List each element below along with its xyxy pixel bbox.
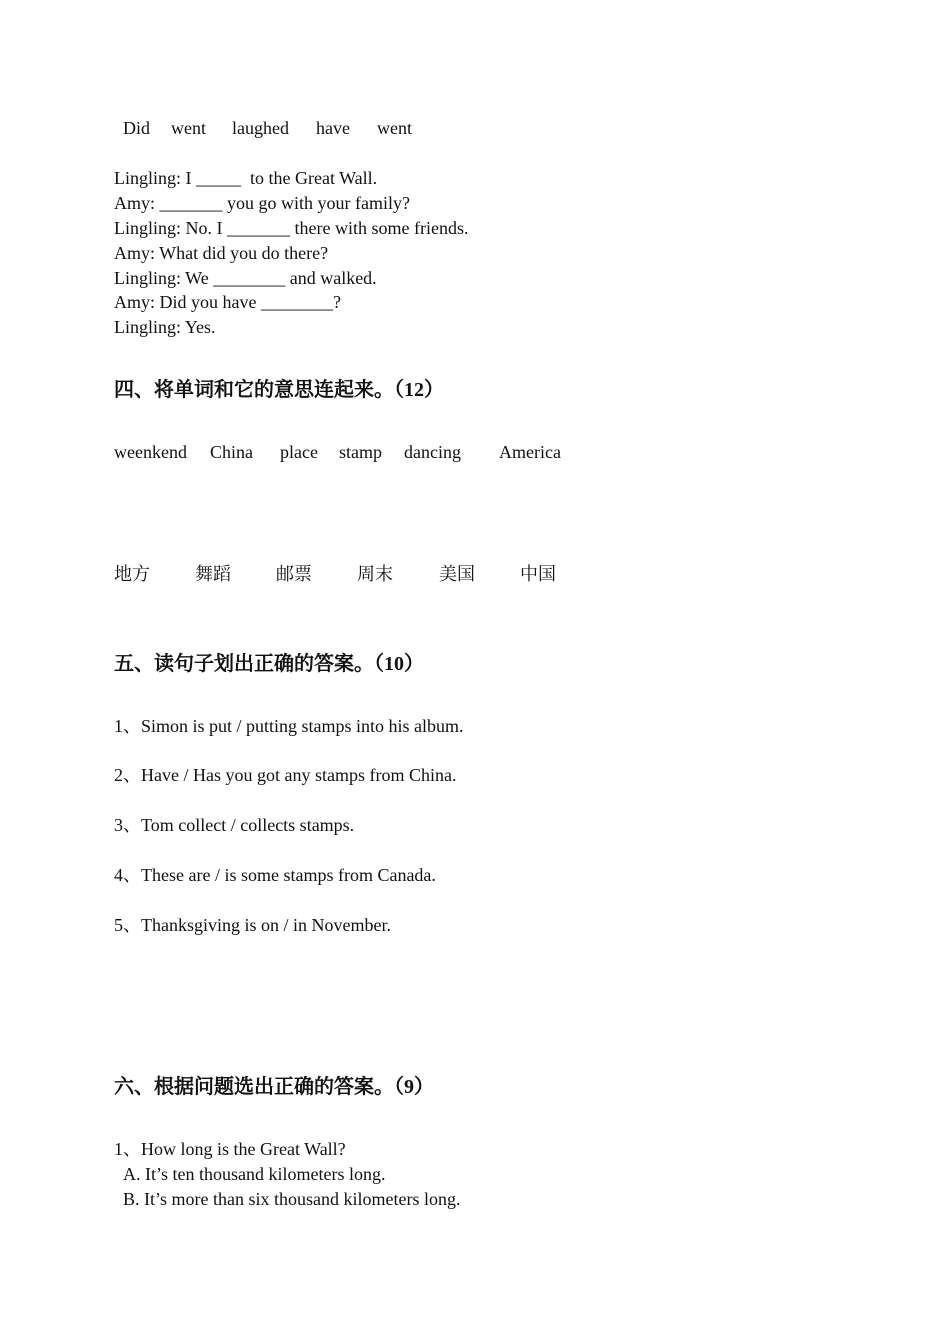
dialogue-line: Lingling: No. I _______ there with some friends.: [114, 218, 469, 238]
dialogue-line: Lingling: Yes.: [114, 317, 216, 337]
sentence-item: 1、Simon is put / putting stamps into his album.: [114, 716, 464, 736]
word-bank-item: went: [171, 118, 206, 138]
dialogue-line: Amy: _______ you go with your family?: [114, 193, 410, 213]
sentence-item: 3、Tom collect / collects stamps.: [114, 815, 355, 835]
english-word: place: [280, 442, 318, 462]
chinese-word: 中国: [520, 564, 556, 585]
section-6-title: 六、根据问题选出正确的答案。: [114, 1074, 394, 1098]
english-word: China: [210, 442, 253, 462]
word-bank-item: went: [377, 118, 412, 138]
word-bank-item: have: [316, 118, 350, 138]
dialogue-line: Amy: Did you have ________?: [114, 292, 341, 312]
english-word: stamp: [339, 442, 382, 462]
section-4-heading: [114, 379, 444, 400]
chinese-word: 舞蹈: [195, 564, 231, 585]
dialogue-line: Amy: What did you do there?: [114, 243, 329, 263]
question-text: 1、How long is the Great Wall?: [114, 1139, 346, 1159]
english-word: dancing: [404, 442, 461, 462]
section-5-heading: [114, 653, 424, 674]
chinese-word: 地方: [114, 564, 150, 585]
section-4-title: 四、将单词和它的意思连起来。: [114, 377, 394, 401]
section-4-score: （12）: [394, 379, 444, 401]
word-bank-item: Did: [123, 118, 150, 138]
section-5-title: 五、读句子划出正确的答案。: [114, 651, 374, 675]
sentence-item: 2、Have / Has you got any stamps from China.: [114, 765, 457, 785]
section-6-heading: [114, 1076, 434, 1097]
chinese-word: 美国: [439, 564, 475, 585]
option-a: A. It’s ten thousand kilometers long.: [123, 1164, 386, 1184]
english-word: America: [499, 442, 561, 462]
section-6-score: （9）: [394, 1076, 434, 1098]
dialogue-line: Lingling: We ________ and walked.: [114, 268, 377, 288]
dialogue-line: Lingling: I _____ to the Great Wall.: [114, 168, 378, 188]
english-word: weenkend: [114, 442, 187, 462]
word-bank-item: laughed: [232, 118, 289, 138]
chinese-word: 邮票: [276, 564, 312, 585]
chinese-word: 周末: [357, 564, 393, 585]
sentence-item: 4、These are / is some stamps from Canada.: [114, 865, 436, 885]
sentence-item: 5、Thanksgiving is on / in November.: [114, 915, 391, 935]
option-b: B. It’s more than six thousand kilometers long.: [123, 1189, 461, 1209]
section-5-score: （10）: [374, 653, 424, 675]
